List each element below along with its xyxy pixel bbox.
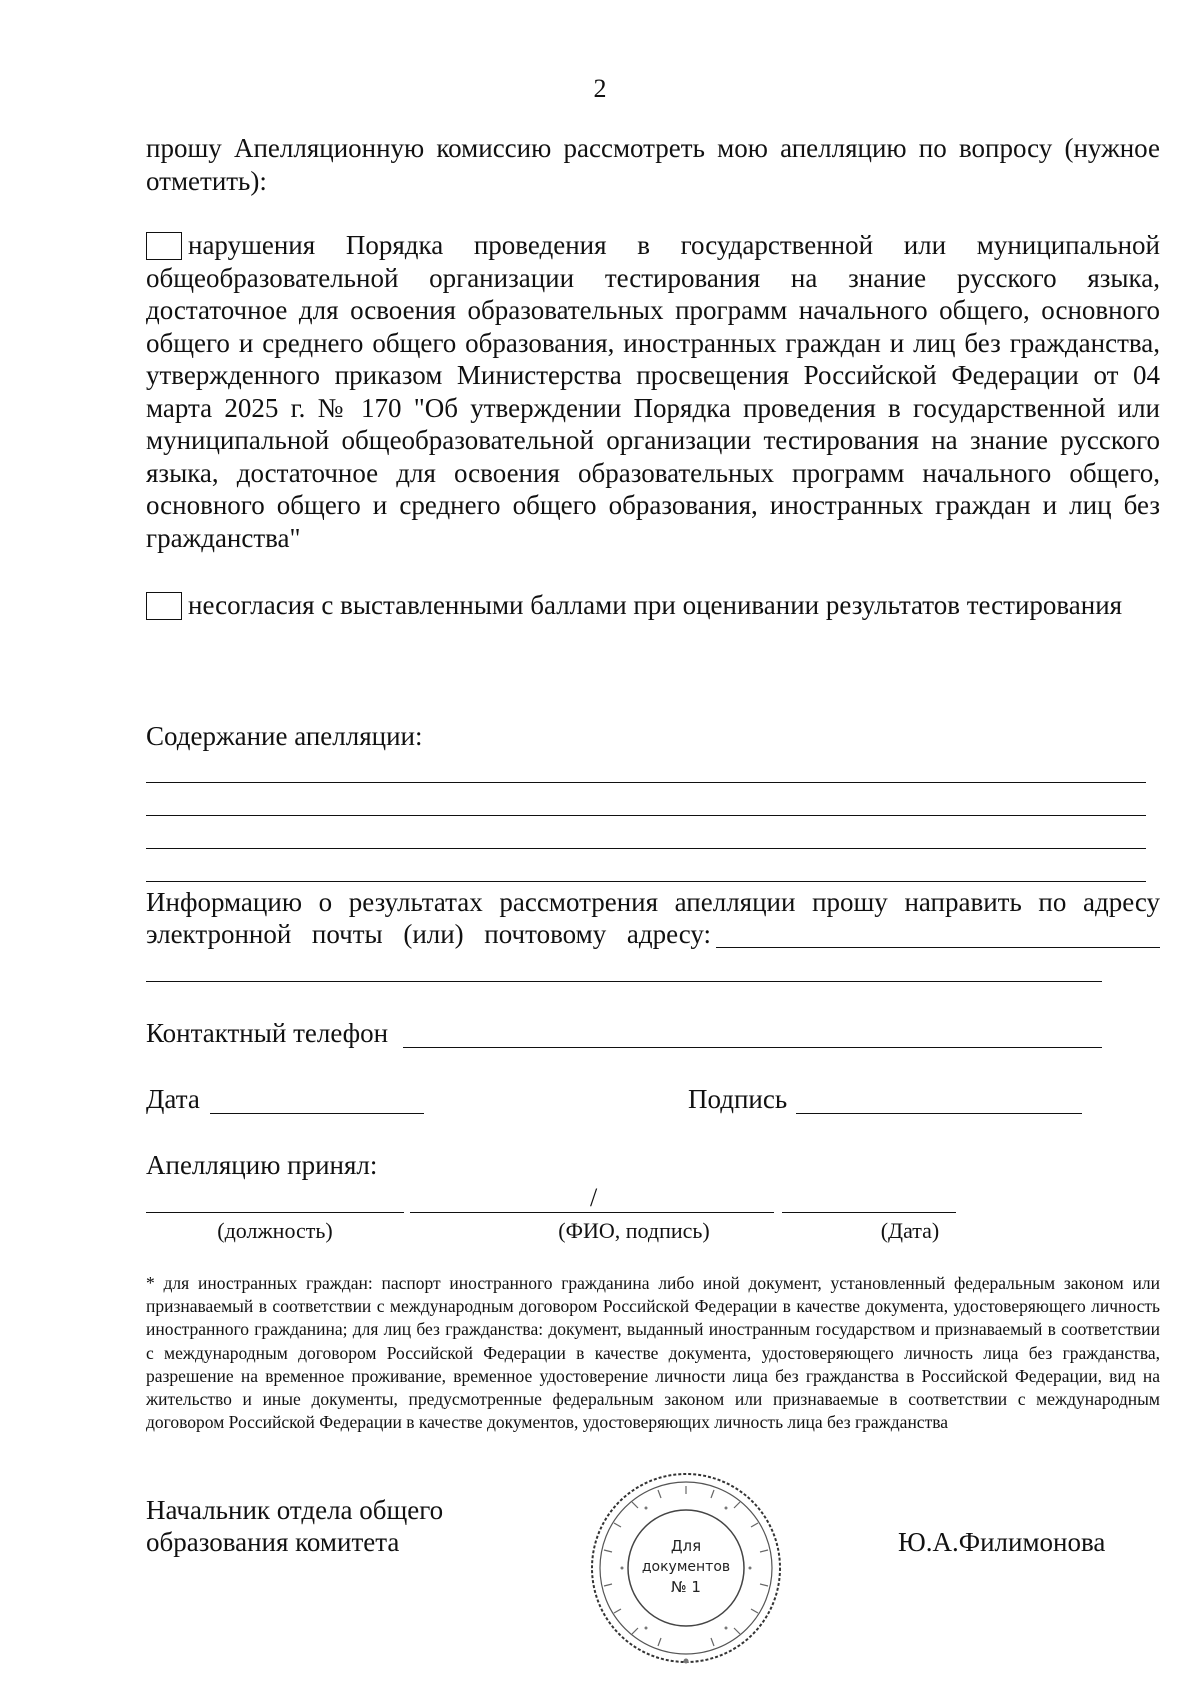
- caption-position: (должность): [217, 1218, 333, 1243]
- stamp-line-3: № 1: [671, 1578, 701, 1596]
- signatory-name: Ю.А.Филимонова: [898, 1527, 1106, 1557]
- info-text-line-2: электронной почты (или) почтовому адресу:: [146, 919, 711, 949]
- option-1-text: нарушения Порядка проведения в государственной или муниципальной общеобразовательной организации тестирования на знание русского языка, достаточное для освоения образовательных программ начального общего, основного общего и среднего общего образования, иностранных граждан и лиц без гражданства, утвержденного приказом Министерства просвещения Российской Федерации от 04 марта 2025 г. № 170 "Об утверждении Порядка проведения в государственной или муниципальной общеобразовательной организации тестирования на знание русского языка, достаточное для освоения образовательных программ начального общего, основного общего и среднего общего образования, иностранных граждан и лиц без гражданства": [146, 230, 1160, 553]
- accepted-label: Апелляцию принял:: [146, 1150, 378, 1180]
- address-input-line-2[interactable]: [146, 981, 1102, 982]
- signature-input-line[interactable]: [796, 1113, 1082, 1114]
- address-input-line[interactable]: [716, 947, 1160, 948]
- content-line-2[interactable]: [146, 815, 1146, 816]
- intro-paragraph: прошу Апелляционную комиссию рассмотреть мою апелляцию по вопросу (нужное отметить):: [146, 133, 1160, 196]
- signatory-title-line-2: образования комитета: [146, 1527, 400, 1557]
- position-input-line[interactable]: [146, 1212, 404, 1213]
- phone-label: Контактный телефон: [146, 1018, 389, 1048]
- caption-date: (Дата): [880, 1218, 940, 1243]
- stamp-line-1: Для: [670, 1537, 702, 1555]
- signatory-title-line-1: Начальник отдела общего: [146, 1495, 444, 1525]
- stamp-line-2: документов: [641, 1559, 731, 1575]
- content-line-3[interactable]: [146, 848, 1146, 849]
- date-label: Дата: [146, 1084, 200, 1114]
- content-line-1[interactable]: [146, 782, 1146, 783]
- option-2-text: несогласия с выставленными баллами при оценивании результатов тестирования: [188, 590, 1123, 620]
- content-label: Содержание апелляции:: [146, 721, 423, 751]
- info-text-line-1: Информацию о результатах рассмотрения апелляции прошу направить по адресу: [146, 887, 1160, 917]
- signature-label: Подпись: [688, 1084, 788, 1114]
- stamp-seal-icon: [586, 1468, 786, 1668]
- footnote: * для иностранных граждан: паспорт иностранного гражданина либо иной документ, установленный федеральным законом или признаваемый в соответствии с международным договором Российской Федерации в качестве документа, удостоверяющего личность иностранного гражданина; для лиц без гражданства: документ, выданный иностранным государством и признаваемый в соответствии с международным договором Российской Федерации в качестве документа, удостоверяющего личность лица без гражданства, разрешение на временное проживание, временное удостоверение личности лица без гражданства в Российской Федерации, вид на жительство и иные документы, предусмотренные федеральным законом или признаваемые в соответствии с международным договором Российской Федерации в качестве документов, удостоверяющих личность лица без гражданства: [146, 1273, 1160, 1433]
- content-line-4[interactable]: [146, 881, 1146, 882]
- page-number: 2: [593, 74, 607, 103]
- phone-input-line[interactable]: [403, 1047, 1102, 1048]
- accept-date-input-line[interactable]: [782, 1212, 956, 1213]
- caption-name-signature: (ФИО, подпись): [558, 1218, 710, 1243]
- slash-separator: /: [590, 1183, 598, 1212]
- date-input-line[interactable]: [210, 1113, 424, 1114]
